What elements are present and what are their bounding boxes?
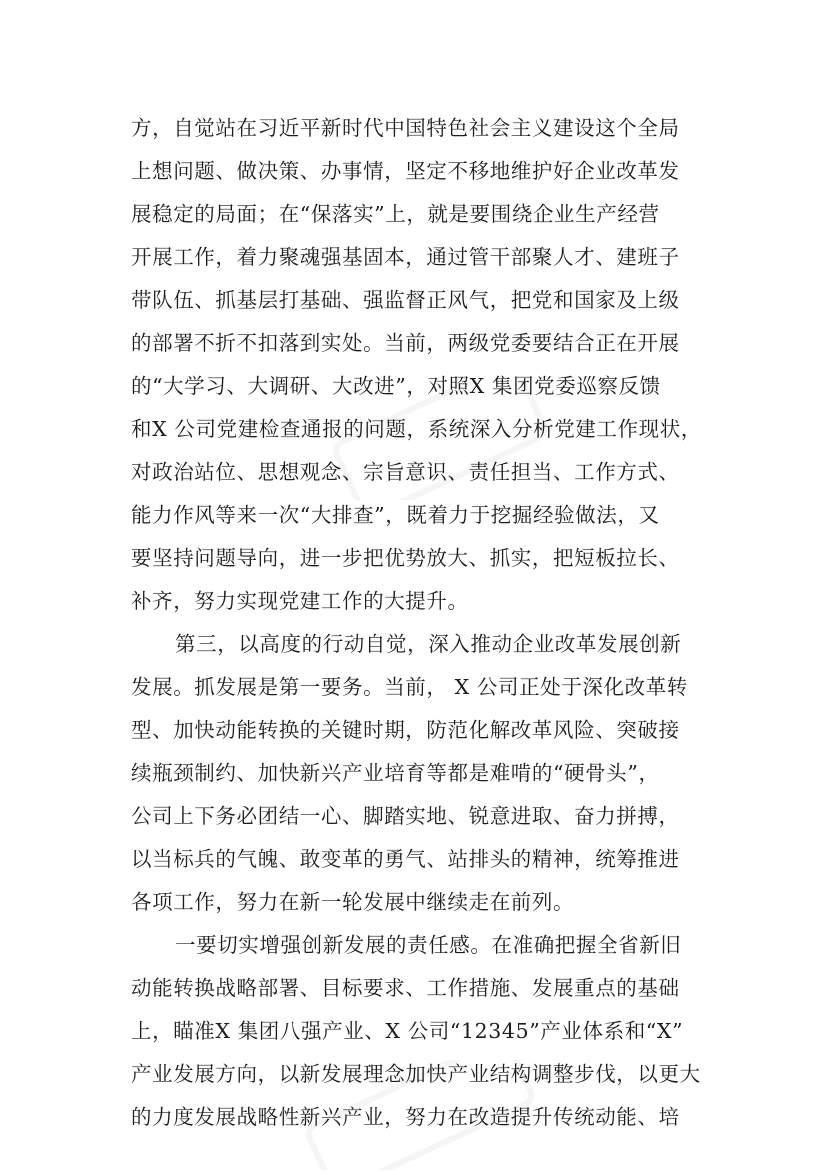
text-line: 续瓶颈制约、加快新兴产业培育等都是难啃的“硬骨头”， [131,761,660,785]
text-line: 发展。抓发展是第一要务。当前， X 公司正处于深化改革转 [131,675,688,699]
text-line: 开展工作，着力聚魂强基固本，通过管干部聚人才、建班子 [131,245,680,269]
text-line: 产业发展方向，以新发展理念加快产业结构调整步伐，以更大 [131,1062,701,1086]
text-line: 动能转换战略部署、目标要求、工作措施、发展重点的基础 [131,976,680,1000]
text-line: 的“大学习、大调研、大改进”，对照X 集团党委巡察反馈 [131,374,661,398]
text-line: 和X 公司党建检查通报的问题，系统深入分析党建工作现状， [131,417,702,441]
text-line: 上想问题、做决策、办事情，坚定不移地维护好企业改革发 [131,159,680,183]
text-line: 公司上下务必团结一心、脚踏实地、锐意进取、奋力拼搏， [131,804,680,828]
text-line: 的力度发展战略性新兴产业，努力在改造提升传统动能、培 [131,1105,680,1129]
text-line: 带队伍、抓基层打基础、强监督正风气，把党和国家及上级 [131,288,680,312]
text-line: 对政治站位、思想观念、宗旨意识、责任担当、工作方式、 [131,460,680,484]
text-line: 上，瞄准X 集团八强产业、X 公司“12345”产业体系和“X” [131,1019,684,1043]
text-line: 能力作风等来一次“大排查”，既着力于挖掘经验做法，又 [131,503,660,527]
text-line: 要坚持问题导向，进一步把优势放大、抓实，把短板拉长、 [131,546,680,570]
text-line: 以当标兵的气魄、敢变革的勇气、站排头的精神，统筹推进 [131,847,680,871]
text-line: 各项工作，努力在新一轮发展中继续走在前列。 [131,890,575,914]
paragraph-first-line: 第三，以高度的行动自觉，深入推动企业改革发展创新 [175,632,682,656]
text-line: 方，自觉站在习近平新时代中国特色社会主义建设这个全局 [131,116,680,140]
text-line: 的部署不折不扣落到实处。当前，两级党委要结合正在开展 [131,331,680,355]
text-line: 展稳定的局面；在“保落实”上，就是要围绕企业生产经营 [131,202,660,226]
text-line: 型、加快动能转换的关键时期，防范化解改革风险、突破接 [131,718,680,742]
text-line: 补齐，努力实现党建工作的大提升。 [131,589,469,613]
paragraph-first-line: 一要切实增强创新发展的责任感。在准确把握全省新旧 [175,933,682,957]
